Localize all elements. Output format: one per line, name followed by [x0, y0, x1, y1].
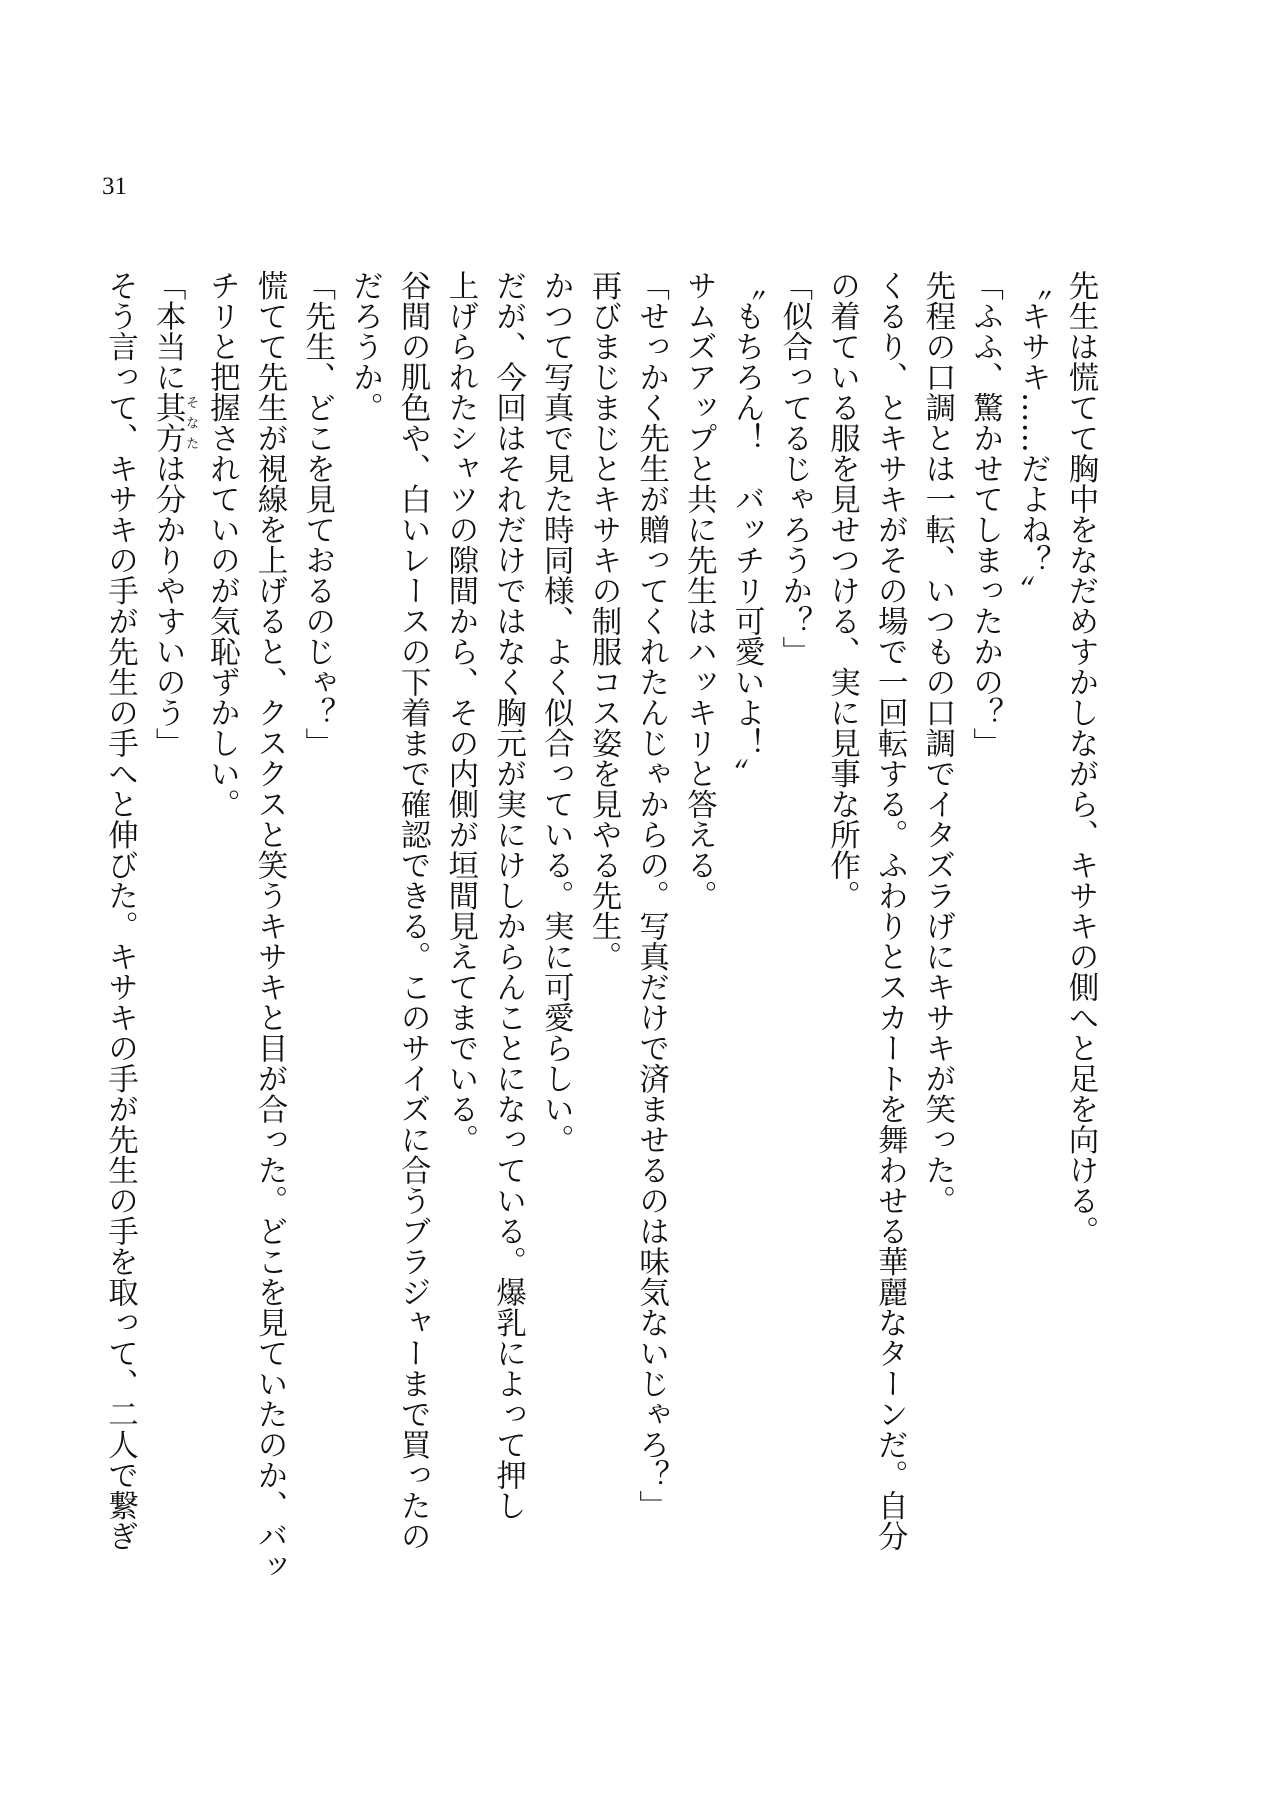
text-line: くるり、とキサキがその場で一回転する。ふわりとスカートを舞わせる華麗なターンだ。自分 — [872, 270, 908, 1551]
text-line: だが、今回はそれだけではなく胸元が実にけしからんことになっている。爆乳によって押し — [490, 270, 526, 1521]
text-line: 上げられたシャツの隙間から、その内側が垣間見えてまでいる。 — [442, 270, 478, 1155]
text-line: 〝キサキ……だよね？〟 — [1015, 270, 1051, 606]
text-line: チリと把握されていのが気恥ずかしい。 — [204, 270, 240, 819]
text-line: 「似合ってるじゃろうか？」 — [776, 270, 812, 667]
text-line: だろうか。 — [347, 270, 383, 423]
text-line: の着ている服を見せつける、実に見事な所作。 — [824, 270, 860, 911]
text-line: 先生は慌てて胸中をなだめすかしながら、キサキの側へと足を向ける。 — [1063, 270, 1098, 1246]
text-line-with-ruby — [143, 270, 197, 1620]
ruby-reading: そなた — [183, 392, 199, 453]
ruby-annotation — [150, 392, 199, 453]
text-line: 谷間の肌色や、白いレースの下着まで確認できる。このサイズに合うブラジャーまで買ったの — [395, 270, 431, 1551]
text-segment: は分かりやすいのう」 — [150, 453, 186, 758]
text-line: 先程の口調とは一転、いつもの口調でイタズラげにキサキが笑った。 — [919, 270, 955, 1216]
text-line: かつて写真で見た時同様、よく似合っている。実に可愛らしい。 — [538, 270, 574, 1155]
body-text — [94, 270, 1104, 1620]
text-line: 「せっかく先生が贈ってくれたんじゃからの。写真だけで済ませるのは味気ないじゃろ？」 — [633, 270, 669, 1521]
ruby-base: 其方 — [150, 392, 186, 453]
text-line: 「ふふ、驚かせてしまったかの？」 — [967, 270, 1003, 758]
text-line: 〝もちろん！ バッチリ可愛いよ！〟 — [729, 270, 765, 789]
text-line: 「先生、どこを見ておるのじゃ？」 — [299, 270, 335, 758]
text-segment: 「本当に — [150, 270, 186, 392]
text-line: サムズアップと共に先生はハッキリと答える。 — [681, 270, 717, 911]
page-number: 31 — [102, 173, 127, 200]
text-line: 再びまじまじとキサキの制服コス姿を見やる先生。 — [585, 270, 621, 972]
text-line: そう言って、キサキの手が先生の手へと伸びた。キサキの手が先生の手を取って、二人で繋ぎ — [102, 270, 138, 1551]
text-line: 慌てて先生が視線を上げると、クスクスと笑うキサキと目が合った。どこを見ていたのか、バッ — [252, 270, 288, 1582]
